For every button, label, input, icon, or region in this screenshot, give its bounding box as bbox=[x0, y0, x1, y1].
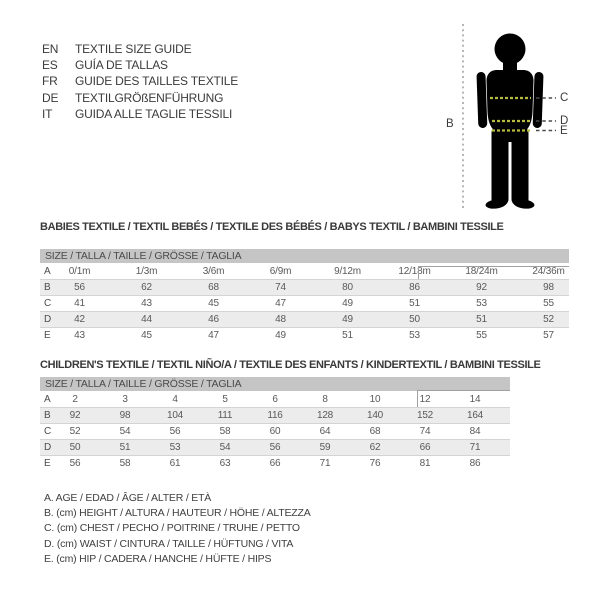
legend-chest: C. (cm) CHEST / PECHO / POITRINE / TRUHE / PETTO bbox=[44, 522, 300, 535]
row-label: E bbox=[44, 330, 51, 341]
table-cell: 52 bbox=[69, 426, 81, 437]
table-cell: 68 bbox=[208, 282, 219, 293]
lang-code: EN bbox=[42, 42, 59, 57]
measurement-diagram bbox=[440, 8, 600, 223]
table-cell: 54 bbox=[119, 426, 131, 437]
babies-table-header: SIZE / TALLA / TAILLE / GRÖSSE / TAGLIA bbox=[40, 249, 569, 263]
legend-age: A. AGE / EDAD / ÂGE / ALTER / ETÀ bbox=[44, 491, 212, 504]
row-values bbox=[50, 424, 500, 439]
table-cell: 42 bbox=[74, 314, 85, 325]
table-row bbox=[40, 279, 569, 295]
table-cell: 3/6m bbox=[202, 265, 225, 277]
row-label: B bbox=[44, 410, 51, 421]
table-cell: 50 bbox=[409, 314, 420, 325]
lang-code: IT bbox=[42, 106, 53, 121]
table-cell: 2 bbox=[72, 393, 78, 405]
table-cell: 51 bbox=[476, 314, 487, 325]
table-cell: 12 bbox=[419, 393, 431, 405]
table-cell: 53 bbox=[169, 442, 181, 453]
lang-label: TEXTILE SIZE GUIDE bbox=[75, 42, 192, 57]
table-cell: 61 bbox=[169, 458, 181, 469]
row-values bbox=[46, 296, 582, 311]
table-cell: 5 bbox=[222, 393, 228, 405]
table-cell: 45 bbox=[208, 298, 219, 309]
row-label: B bbox=[44, 282, 51, 293]
table-cell: 0/1m bbox=[68, 265, 91, 277]
chest-label: C bbox=[560, 92, 569, 104]
table-cell: 24/36m bbox=[532, 265, 565, 277]
row-label: E bbox=[44, 458, 51, 469]
table-cell: 60 bbox=[269, 426, 281, 437]
children-table-header: SIZE / TALLA / TAILLE / GRÖSSE / TAGLIA bbox=[40, 377, 510, 391]
table-cell: 62 bbox=[141, 282, 152, 293]
row-label: D bbox=[44, 442, 52, 453]
table-cell: 49 bbox=[342, 314, 353, 325]
table-cell: 57 bbox=[543, 330, 554, 341]
row-values bbox=[46, 328, 582, 343]
babies-section-title: BABIES TEXTILE / TEXTIL BEBÉS / TEXTILE DES BÉBÉS / BABYS TEXTIL / BAMBINI TESSILE bbox=[40, 221, 504, 233]
table-cell: 81 bbox=[419, 458, 431, 469]
legend-waist: D. (cm) WAIST / CINTURA / TAILLE / HÜFTUNG / VITA bbox=[44, 537, 294, 550]
babies-highlight-box bbox=[418, 266, 569, 279]
table-cell: 80 bbox=[342, 282, 353, 293]
table-cell: 58 bbox=[119, 458, 131, 469]
row-label: D bbox=[44, 314, 52, 325]
table-cell: 46 bbox=[208, 314, 219, 325]
hip-label: E bbox=[560, 124, 568, 137]
language-list bbox=[42, 41, 238, 122]
table-row bbox=[40, 455, 510, 471]
table-cell: 64 bbox=[319, 426, 331, 437]
table-cell: 8 bbox=[322, 393, 328, 405]
legend-hip: E. (cm) HIP / CADERA / HANCHE / HÜFTE / HIPS bbox=[44, 553, 272, 566]
lang-row-de bbox=[42, 90, 238, 106]
table-row bbox=[40, 407, 510, 423]
table-cell: 18/24m bbox=[465, 265, 498, 277]
table-cell: 14 bbox=[469, 393, 481, 405]
table-cell: 47 bbox=[208, 330, 219, 341]
table-cell: 51 bbox=[342, 330, 353, 341]
table-cell: 48 bbox=[275, 314, 286, 325]
lang-code: DE bbox=[42, 90, 59, 105]
table-cell: 56 bbox=[69, 458, 81, 469]
table-cell: 51 bbox=[119, 442, 131, 453]
row-label: C bbox=[44, 426, 52, 437]
table-cell: 55 bbox=[543, 298, 554, 309]
row-values bbox=[50, 408, 500, 423]
table-cell: 62 bbox=[369, 442, 381, 453]
lang-label: GUÍA DE TALLAS bbox=[75, 58, 168, 73]
table-cell: 10 bbox=[369, 393, 381, 405]
table-cell: 6/9m bbox=[269, 265, 292, 277]
table-cell: 104 bbox=[166, 410, 184, 421]
table-cell: 92 bbox=[476, 282, 487, 293]
table-cell: 12/18m bbox=[398, 265, 431, 277]
table-cell: 3 bbox=[122, 393, 128, 405]
table-cell: 74 bbox=[275, 282, 286, 293]
table-cell: 53 bbox=[409, 330, 420, 341]
lang-label: GUIDA ALLE TAGLIE TESSILI bbox=[75, 106, 233, 121]
table-cell: 98 bbox=[119, 410, 131, 421]
lang-row-fr bbox=[42, 73, 238, 89]
lang-row-en bbox=[42, 41, 238, 57]
table-row bbox=[40, 295, 569, 311]
row-values bbox=[46, 312, 582, 327]
height-label: B bbox=[446, 118, 454, 130]
row-label: A bbox=[44, 393, 51, 405]
table-cell: 111 bbox=[217, 410, 233, 421]
children-highlight-box bbox=[417, 390, 510, 407]
table-row bbox=[40, 423, 510, 439]
table-cell: 4 bbox=[172, 393, 178, 405]
table-cell: 164 bbox=[466, 410, 484, 421]
table-cell: 71 bbox=[469, 442, 481, 453]
table-cell: 140 bbox=[366, 410, 384, 421]
table-cell: 66 bbox=[419, 442, 431, 453]
table-cell: 9/12m bbox=[334, 265, 361, 277]
child-silhouette-figure bbox=[440, 8, 600, 223]
table-row bbox=[40, 327, 569, 343]
table-cell: 56 bbox=[169, 426, 181, 437]
table-cell: 92 bbox=[69, 410, 81, 421]
table-cell: 128 bbox=[316, 410, 334, 421]
table-cell: 52 bbox=[543, 314, 554, 325]
children-section-title: CHILDREN'S TEXTILE / TEXTIL NIÑO/A / TEXTILE DES ENFANTS / KINDERTEXTIL / BAMBINI TESSILE bbox=[40, 359, 541, 371]
table-row bbox=[40, 439, 510, 455]
table-cell: 43 bbox=[74, 330, 85, 341]
table-cell: 56 bbox=[269, 442, 281, 453]
table-cell: 51 bbox=[409, 298, 420, 309]
row-label: A bbox=[44, 265, 51, 277]
table-cell: 47 bbox=[275, 298, 286, 309]
table-cell: 98 bbox=[543, 282, 554, 293]
table-cell: 6 bbox=[272, 393, 278, 405]
table-cell: 1/3m bbox=[135, 265, 158, 277]
table-cell: 56 bbox=[74, 282, 85, 293]
babies-size-table bbox=[40, 249, 569, 343]
lang-row-es bbox=[42, 57, 238, 73]
table-cell: 43 bbox=[141, 298, 152, 309]
table-cell: 41 bbox=[74, 298, 85, 309]
table-cell: 116 bbox=[267, 410, 283, 421]
table-cell: 53 bbox=[476, 298, 487, 309]
row-values bbox=[50, 440, 500, 455]
table-cell: 74 bbox=[419, 426, 431, 437]
table-cell: 68 bbox=[369, 426, 381, 437]
lang-label: TEXTILGRÖßENFÜHRUNG bbox=[75, 90, 224, 105]
lang-label: GUIDE DES TAILLES TEXTILE bbox=[75, 74, 239, 89]
table-cell: 76 bbox=[369, 458, 381, 469]
measurement-legend bbox=[44, 490, 311, 567]
lang-code: FR bbox=[42, 74, 58, 89]
lang-row-it bbox=[42, 106, 238, 122]
waist-label: D bbox=[560, 114, 569, 127]
table-cell: 66 bbox=[269, 458, 281, 469]
table-cell: 86 bbox=[409, 282, 420, 293]
table-cell: 54 bbox=[219, 442, 231, 453]
table-cell: 71 bbox=[319, 458, 331, 469]
lang-code: ES bbox=[42, 58, 58, 73]
table-cell: 50 bbox=[69, 442, 81, 453]
table-cell: 84 bbox=[469, 426, 481, 437]
table-row bbox=[40, 311, 569, 327]
table-cell: 152 bbox=[416, 410, 434, 421]
row-values bbox=[46, 280, 582, 295]
legend-height: B. (cm) HEIGHT / ALTURA / HAUTEUR / HÖHE / ALTEZZA bbox=[44, 507, 311, 520]
table-cell: 86 bbox=[469, 458, 481, 469]
row-label: C bbox=[44, 298, 52, 309]
table-cell: 58 bbox=[219, 426, 231, 437]
table-cell: 45 bbox=[141, 330, 152, 341]
table-cell: 59 bbox=[319, 442, 331, 453]
row-values bbox=[50, 456, 500, 471]
table-cell: 49 bbox=[275, 330, 286, 341]
table-cell: 49 bbox=[342, 298, 353, 309]
table-cell: 44 bbox=[141, 314, 152, 325]
table-cell: 63 bbox=[219, 458, 231, 469]
table-cell: 55 bbox=[476, 330, 487, 341]
